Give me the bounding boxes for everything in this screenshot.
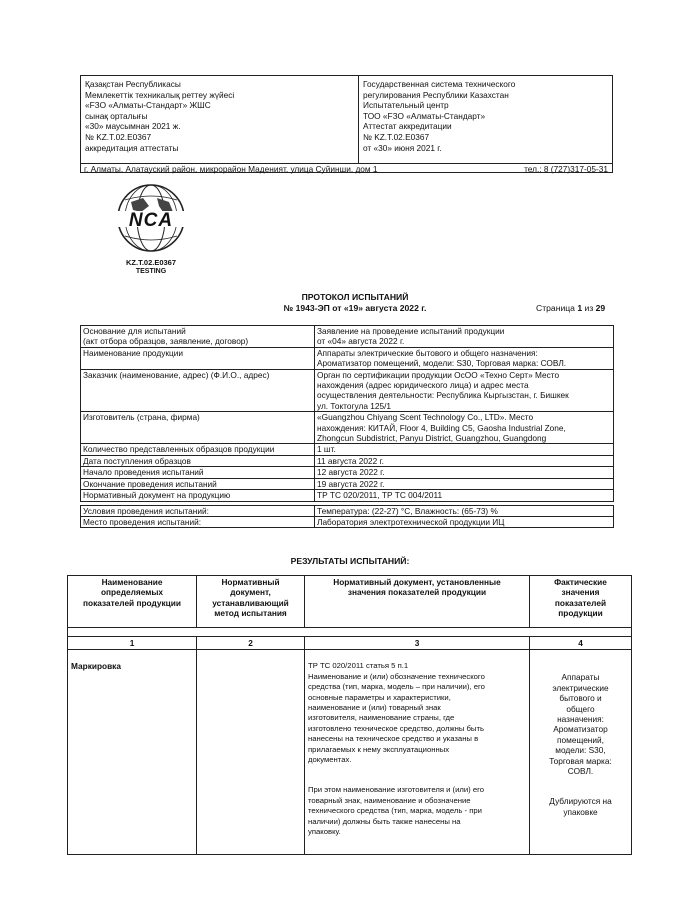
info-row	[81, 478, 614, 489]
info-label: Изготовитель (страна, фирма)	[81, 412, 315, 444]
info-label: Наименование продукции	[81, 347, 315, 369]
header-right-line: Аттестат аккредитации	[363, 121, 452, 132]
header-right-line: № KZ.T.02.E0367	[363, 131, 430, 142]
nca-globe-icon	[103, 182, 199, 254]
header-divider	[358, 76, 359, 163]
info-row	[81, 412, 614, 444]
header-left-line: «30» маусымнан 2021 ж.	[85, 121, 181, 132]
info-label: Основание для испытаний (акт отбора образцов, заявление, договор)	[81, 326, 315, 348]
results-table	[67, 575, 632, 855]
document-header	[80, 75, 613, 173]
info-value: 1 шт.	[315, 444, 614, 455]
col-number: 2	[197, 637, 305, 650]
info-label: Начало проведения испытаний	[81, 467, 315, 478]
info-row	[81, 467, 614, 478]
info-value: 11 августа 2022 г.	[315, 455, 614, 466]
header-left-line: аккредитация аттестаты	[85, 142, 179, 153]
lab-phone: тел.: 8 (727)317-05-31	[524, 164, 608, 174]
info-label: Дата поступления образцов	[81, 455, 315, 466]
header-left-line: «FЗО «Алматы-Стандарт» ЖШС	[85, 100, 211, 111]
logo-code: KZ.T.02.E0367	[125, 258, 177, 268]
info-row	[81, 505, 614, 516]
accreditation-logo	[103, 182, 199, 274]
info-label: Нормативный документ на продукцию	[81, 490, 315, 501]
header-left-line: сынақ орталығы	[85, 110, 148, 121]
header-left-line: Мемлекеттік техникалық реттеу жүйесі	[85, 89, 235, 100]
info-row	[81, 369, 614, 412]
info-row	[81, 516, 614, 527]
info-value: «Guangzhou Chiyang Scent Technology Co., LTD». Место нахождения: КИТАЙ, Floor 4, Building C5, Gaosha Industrial Zone, Zhongcun Subdistrict, Panyu District, Guangzhou, Guangdong	[315, 412, 614, 444]
results-row-marking	[68, 650, 632, 855]
indicator-cell: Маркировка	[68, 650, 197, 855]
header-right-line: Испытательный центр	[363, 100, 449, 111]
page-counter	[536, 303, 605, 314]
protocol-info-table	[80, 325, 614, 528]
header-method: Нормативный документ, устанавливающий метод испытания	[197, 576, 305, 628]
header-right-line: регулирования Республики Казахстан	[363, 89, 509, 100]
col-number: 4	[530, 637, 632, 650]
logo-caption: TESTING	[135, 268, 167, 276]
protocol-number: № 1943-ЭП от «19» августа 2022 г.	[283, 303, 427, 313]
header-indicator: Наименование определяемых показателей продукции	[68, 576, 197, 628]
info-value: Заявление на проведение испытаний продукции от «04» августа 2022 г.	[315, 326, 614, 348]
page-separator: из	[582, 303, 596, 313]
lab-address: г. Алматы, Алатауский район, микрорайон Маденият, улица Суйинши, дом 1	[84, 164, 378, 174]
info-label: Количество представленных образцов продукции	[81, 444, 315, 455]
page-total: 29	[595, 303, 606, 313]
info-value: ТР ТС 020/2011, ТР ТС 004/2011	[315, 490, 614, 501]
header-left-line: № KZ.T.02.E0367	[85, 131, 152, 142]
info-value: Температура: (22-27) °С, Влажность: (65-73) %	[315, 505, 614, 516]
nca-emblem-text: NCA	[128, 210, 174, 231]
page-prefix: Страница	[536, 303, 578, 313]
results-header-row	[68, 576, 632, 628]
actual-value: Дублируются на упаковке	[549, 796, 612, 817]
header-left-kazakh	[85, 79, 234, 153]
info-value: Орган по сертификации продукции ОсОО «Техно Серт» Место нахождения (адрес юридического лица) и адрес места осуществления деятельности: Республика Кыргызстан, г. Бишкек ул. Токтогула 125/1	[315, 369, 614, 412]
col-number: 3	[305, 637, 530, 650]
info-value: 12 августа 2022 г.	[315, 467, 614, 478]
results-title: РЕЗУЛЬТАТЫ ИСПЫТАНИЙ:	[290, 556, 410, 566]
info-label: Место проведения испытаний:	[81, 516, 315, 527]
actual-value: Аппараты электрические бытового и общего назначения: Ароматизатор помещений, модели: S30, Торговая марка: СОВЛ.	[549, 672, 612, 777]
info-label: Окончание проведения испытаний	[81, 478, 315, 489]
page-current: 1	[577, 303, 583, 313]
header-norm: Нормативный документ, установленные значения показателей продукции	[305, 576, 530, 628]
norm-paragraph: При этом наименование изготовителя и (или) его товарный знак, наименование и обозначение технического средства (тип, марка, модель - при наличии) должны быть также нанесены на упаковку.	[308, 785, 485, 837]
info-row	[81, 490, 614, 501]
protocol-title: ПРОТОКОЛ ИСПЫТАНИЙ	[301, 292, 409, 302]
actual-cell	[530, 650, 632, 855]
norm-cell	[305, 650, 530, 855]
header-left-line: Қазақстан Республикасы	[85, 79, 181, 89]
info-row	[81, 444, 614, 455]
info-value: 19 августа 2022 г.	[315, 478, 614, 489]
header-right-line: ТОО «FЗО «Алматы-Стандарт»	[363, 110, 486, 121]
header-right-russian	[363, 79, 515, 153]
info-row	[81, 326, 614, 348]
results-number-row	[68, 637, 632, 650]
info-row	[81, 347, 614, 369]
info-value: Лаборатория электротехнической продукции ИЦ	[315, 516, 614, 527]
info-value: Аппараты электрические бытового и общего назначения: Ароматизатор помещений, модели: S30, Торговая марка: СОВЛ.	[315, 347, 614, 369]
info-row	[81, 455, 614, 466]
results-gap-row	[68, 628, 632, 637]
method-cell	[197, 650, 305, 855]
info-label: Условия проведения испытаний:	[81, 505, 315, 516]
col-number: 1	[68, 637, 197, 650]
header-actual: Фактические значения показателей продукции	[530, 576, 632, 628]
header-right-line: от «30» июня 2021 г.	[363, 142, 442, 153]
info-label: Заказчик (наименование, адрес) (Ф.И.О., адрес)	[81, 369, 315, 412]
header-right-line: Государственная система технического	[363, 79, 516, 89]
norm-paragraph: ТР ТС 020/2011 статья 5 п.1 Наименование и (или) обозначение технического средства (тип, марка, модель – при наличии), его основные параметры и характеристики, наименование и (или) товарный знак изготовителя, наименование страны, где изготовлено техническое средство, должны быть нанесены на техническое средство и указаны в прилагаемых к нему эксплуатационных документах.	[308, 661, 485, 765]
